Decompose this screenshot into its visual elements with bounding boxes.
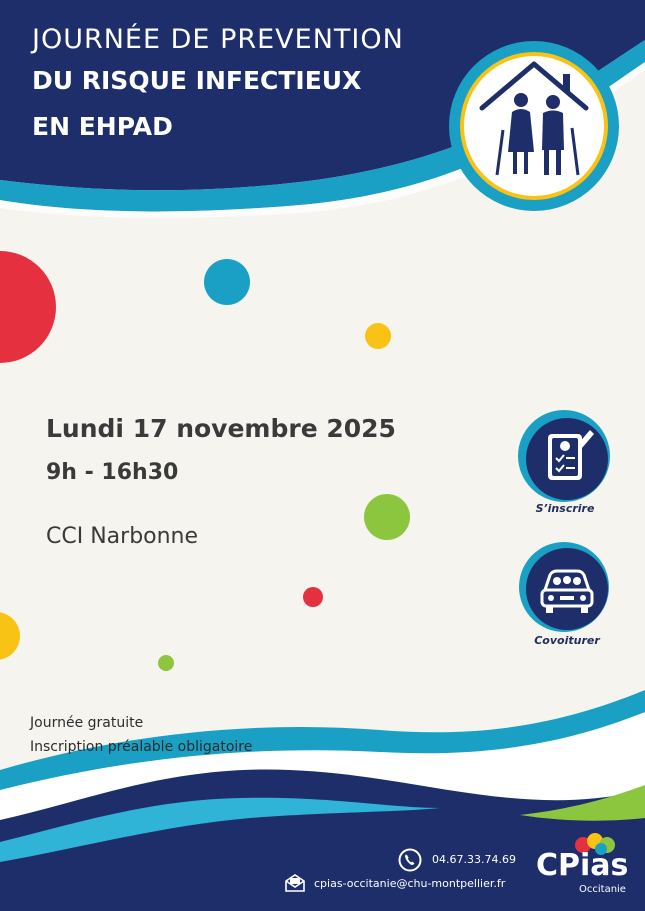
teal-dot (204, 259, 250, 305)
free-event-note: Journée gratuite (30, 715, 144, 731)
registration-form-icon (516, 408, 612, 504)
title-line-3: EN EHPAD (32, 112, 173, 141)
house-elderly-couple-icon (449, 41, 619, 211)
green-dot-small (158, 655, 174, 671)
event-date: Lundi 17 novembre 2025 (46, 414, 396, 443)
event-hours: 9h - 16h30 (46, 460, 179, 485)
register-label[interactable]: S’inscrire (535, 502, 595, 515)
register-button[interactable] (516, 408, 612, 504)
red-dot-small (303, 587, 323, 607)
title-line-2: DU RISQUE INFECTIEUX (32, 66, 362, 95)
phone-number[interactable]: 04.67.33.74.69 (432, 853, 516, 866)
email-icon (284, 873, 306, 893)
yellow-dot-edge (0, 612, 20, 660)
green-dot (364, 494, 410, 540)
red-dot-large (0, 251, 56, 363)
event-place: CCI Narbonne (46, 524, 199, 549)
email-address[interactable]: cpias-occitanie@chu-montpellier.fr (314, 877, 506, 890)
carpool-label[interactable]: Covoiturer (534, 634, 600, 647)
carpool-car-icon (517, 540, 611, 634)
phone-icon (398, 848, 422, 872)
yellow-dot-small (365, 323, 391, 349)
carpool-button[interactable] (517, 540, 611, 634)
cpias-logo-text: CPias (536, 848, 629, 883)
title-line-1: JOURNÉE DE PREVENTION (32, 24, 404, 55)
cpias-logo-region: Occitanie (579, 884, 626, 895)
registration-note: Inscription préalable obligatoire (30, 739, 253, 755)
